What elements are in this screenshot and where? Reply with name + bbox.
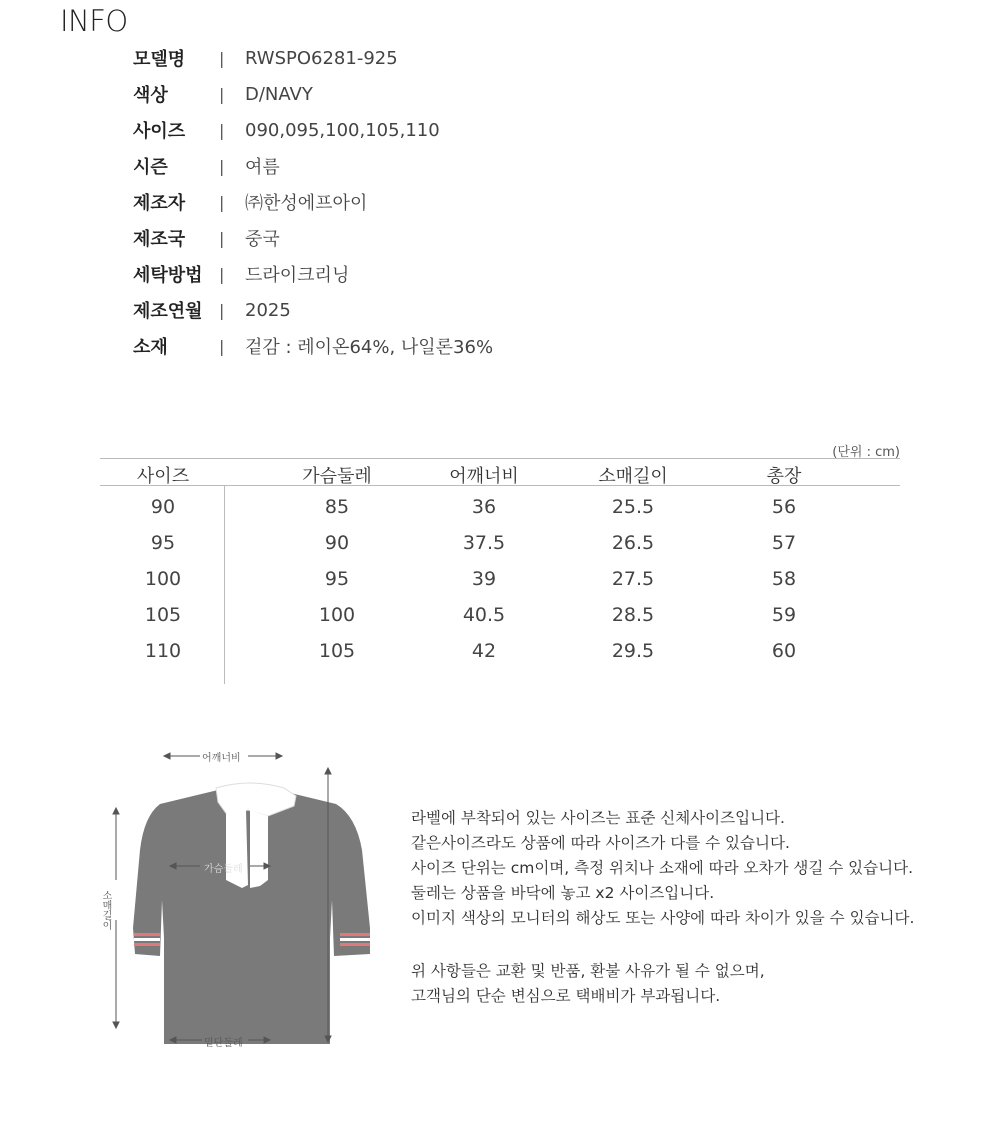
note-line: 위 사항들은 교환 및 반품, 환불 사유가 될 수 없으며, bbox=[411, 962, 765, 980]
info-label: 제조연월 bbox=[133, 301, 203, 322]
note-line: 이미지 색상의 모니터의 해상도 또는 사양에 따라 차이가 있을 수 있습니다. bbox=[411, 909, 915, 927]
right-sleeve-stripe-white bbox=[340, 938, 370, 941]
info-row-season bbox=[133, 148, 733, 184]
cell-length: 56 bbox=[771, 496, 797, 518]
cell-shoulder: 37.5 bbox=[462, 532, 506, 554]
cell-chest: 85 bbox=[324, 496, 350, 518]
info-separator: | bbox=[219, 264, 225, 284]
cell-chest: 100 bbox=[318, 604, 356, 626]
info-value: D/NAVY bbox=[245, 83, 313, 105]
note-line: 둘레는 상품을 바닥에 놓고 x2 사이즈입니다. bbox=[411, 884, 715, 902]
left-placket bbox=[226, 810, 248, 888]
note-line: 같은사이즈라도 상품에 따라 사이즈가 다를 수 있습니다. bbox=[411, 834, 790, 852]
cell-size: 110 bbox=[144, 640, 182, 662]
cell-chest: 105 bbox=[318, 640, 356, 662]
info-list bbox=[133, 40, 733, 364]
header-size: 사이즈 bbox=[136, 466, 190, 487]
shoulder-width-label: 어깨너비 bbox=[202, 753, 241, 764]
cell-length: 58 bbox=[771, 568, 797, 590]
info-row-size bbox=[133, 112, 733, 148]
left-sleeve-stripe-red bbox=[134, 933, 160, 936]
info-separator: | bbox=[219, 192, 225, 212]
info-separator: | bbox=[219, 300, 225, 320]
cell-shoulder: 39 bbox=[471, 568, 497, 590]
chest-label: 가슴둘레 bbox=[204, 864, 243, 875]
info-row-country bbox=[133, 220, 733, 256]
cell-chest: 90 bbox=[324, 532, 350, 554]
info-row-model bbox=[133, 40, 733, 76]
right-sleeve-stripe-red bbox=[340, 943, 370, 946]
cell-sleeve: 27.5 bbox=[611, 568, 655, 590]
info-label: 제조자 bbox=[133, 193, 186, 214]
left-sleeve-stripe-white bbox=[134, 938, 160, 941]
info-value: 여름 bbox=[245, 157, 280, 178]
right-sleeve-stripe-red bbox=[340, 933, 370, 936]
right-placket bbox=[250, 810, 268, 888]
info-value: 중국 bbox=[245, 229, 280, 250]
header-shoulder: 어깨너비 bbox=[449, 466, 519, 487]
info-value: RWSPO6281-925 bbox=[245, 47, 398, 69]
table-row bbox=[100, 486, 900, 522]
table-row bbox=[100, 522, 900, 558]
info-separator: | bbox=[219, 84, 225, 104]
info-label: 제조국 bbox=[133, 229, 186, 250]
info-title: INFO bbox=[60, 4, 128, 38]
cell-size: 105 bbox=[144, 604, 182, 626]
cell-sleeve: 28.5 bbox=[611, 604, 655, 626]
cell-chest: 95 bbox=[324, 568, 350, 590]
table-row bbox=[100, 594, 900, 630]
info-value: ㈜한성에프아이 bbox=[245, 193, 368, 214]
cell-size: 95 bbox=[150, 532, 176, 554]
cell-size: 90 bbox=[150, 496, 176, 518]
size-table bbox=[100, 458, 900, 662]
hem-label: 밑단둘레 bbox=[204, 1038, 243, 1049]
cell-length: 57 bbox=[771, 532, 797, 554]
size-table-header bbox=[100, 458, 900, 486]
info-value: 090,095,100,105,110 bbox=[245, 119, 440, 141]
cell-shoulder: 40.5 bbox=[462, 604, 506, 626]
left-sleeve-stripe-red bbox=[134, 943, 160, 946]
cell-sleeve: 25.5 bbox=[611, 496, 655, 518]
info-row-washing bbox=[133, 256, 733, 292]
size-notes bbox=[411, 806, 971, 1009]
table-row bbox=[100, 558, 900, 594]
info-value: 2025 bbox=[245, 299, 291, 321]
info-label: 세탁방법 bbox=[133, 265, 203, 286]
info-separator: | bbox=[219, 120, 225, 140]
info-label: 시즌 bbox=[133, 157, 168, 178]
header-chest: 가슴둘레 bbox=[302, 466, 372, 487]
info-separator: | bbox=[219, 156, 225, 176]
header-sleeve: 소매길이 bbox=[598, 466, 668, 487]
info-row-material bbox=[133, 328, 733, 364]
polo-shirt-illustration bbox=[100, 740, 390, 1060]
cell-sleeve: 29.5 bbox=[611, 640, 655, 662]
info-separator: | bbox=[219, 228, 225, 248]
info-separator: | bbox=[219, 336, 225, 356]
info-row-date bbox=[133, 292, 733, 328]
table-row bbox=[100, 630, 900, 666]
measurement-diagram bbox=[100, 740, 390, 1060]
sleeve-length-label: 소매길이 bbox=[100, 890, 111, 930]
info-label: 사이즈 bbox=[133, 121, 186, 142]
note-line: 고객님의 단순 변심으로 택배비가 부과됩니다. bbox=[411, 987, 721, 1005]
info-label: 색상 bbox=[133, 85, 168, 106]
info-label: 모델명 bbox=[133, 49, 186, 70]
cell-length: 60 bbox=[771, 640, 797, 662]
note-line: 라벨에 부착되어 있는 사이즈는 표준 신체사이즈입니다. bbox=[411, 809, 785, 827]
cell-shoulder: 42 bbox=[471, 640, 497, 662]
info-value: 겉감 : 레이온64%, 나일론36% bbox=[245, 337, 494, 358]
cell-length: 59 bbox=[771, 604, 797, 626]
cell-sleeve: 26.5 bbox=[611, 532, 655, 554]
cell-size: 100 bbox=[144, 568, 182, 590]
header-length: 총장 bbox=[766, 466, 802, 487]
info-row-color bbox=[133, 76, 733, 112]
info-value: 드라이크리닝 bbox=[245, 265, 350, 286]
note-gap bbox=[411, 931, 971, 959]
info-row-manufacturer bbox=[133, 184, 733, 220]
size-table-body bbox=[100, 486, 900, 662]
cell-shoulder: 36 bbox=[471, 496, 497, 518]
info-label: 소재 bbox=[133, 337, 168, 358]
info-separator: | bbox=[219, 48, 225, 68]
unit-note: (단위 : cm) bbox=[832, 445, 900, 460]
note-line: 사이즈 단위는 cm이며, 측정 위치나 소재에 따라 오차가 생길 수 있습니다. bbox=[411, 859, 913, 877]
